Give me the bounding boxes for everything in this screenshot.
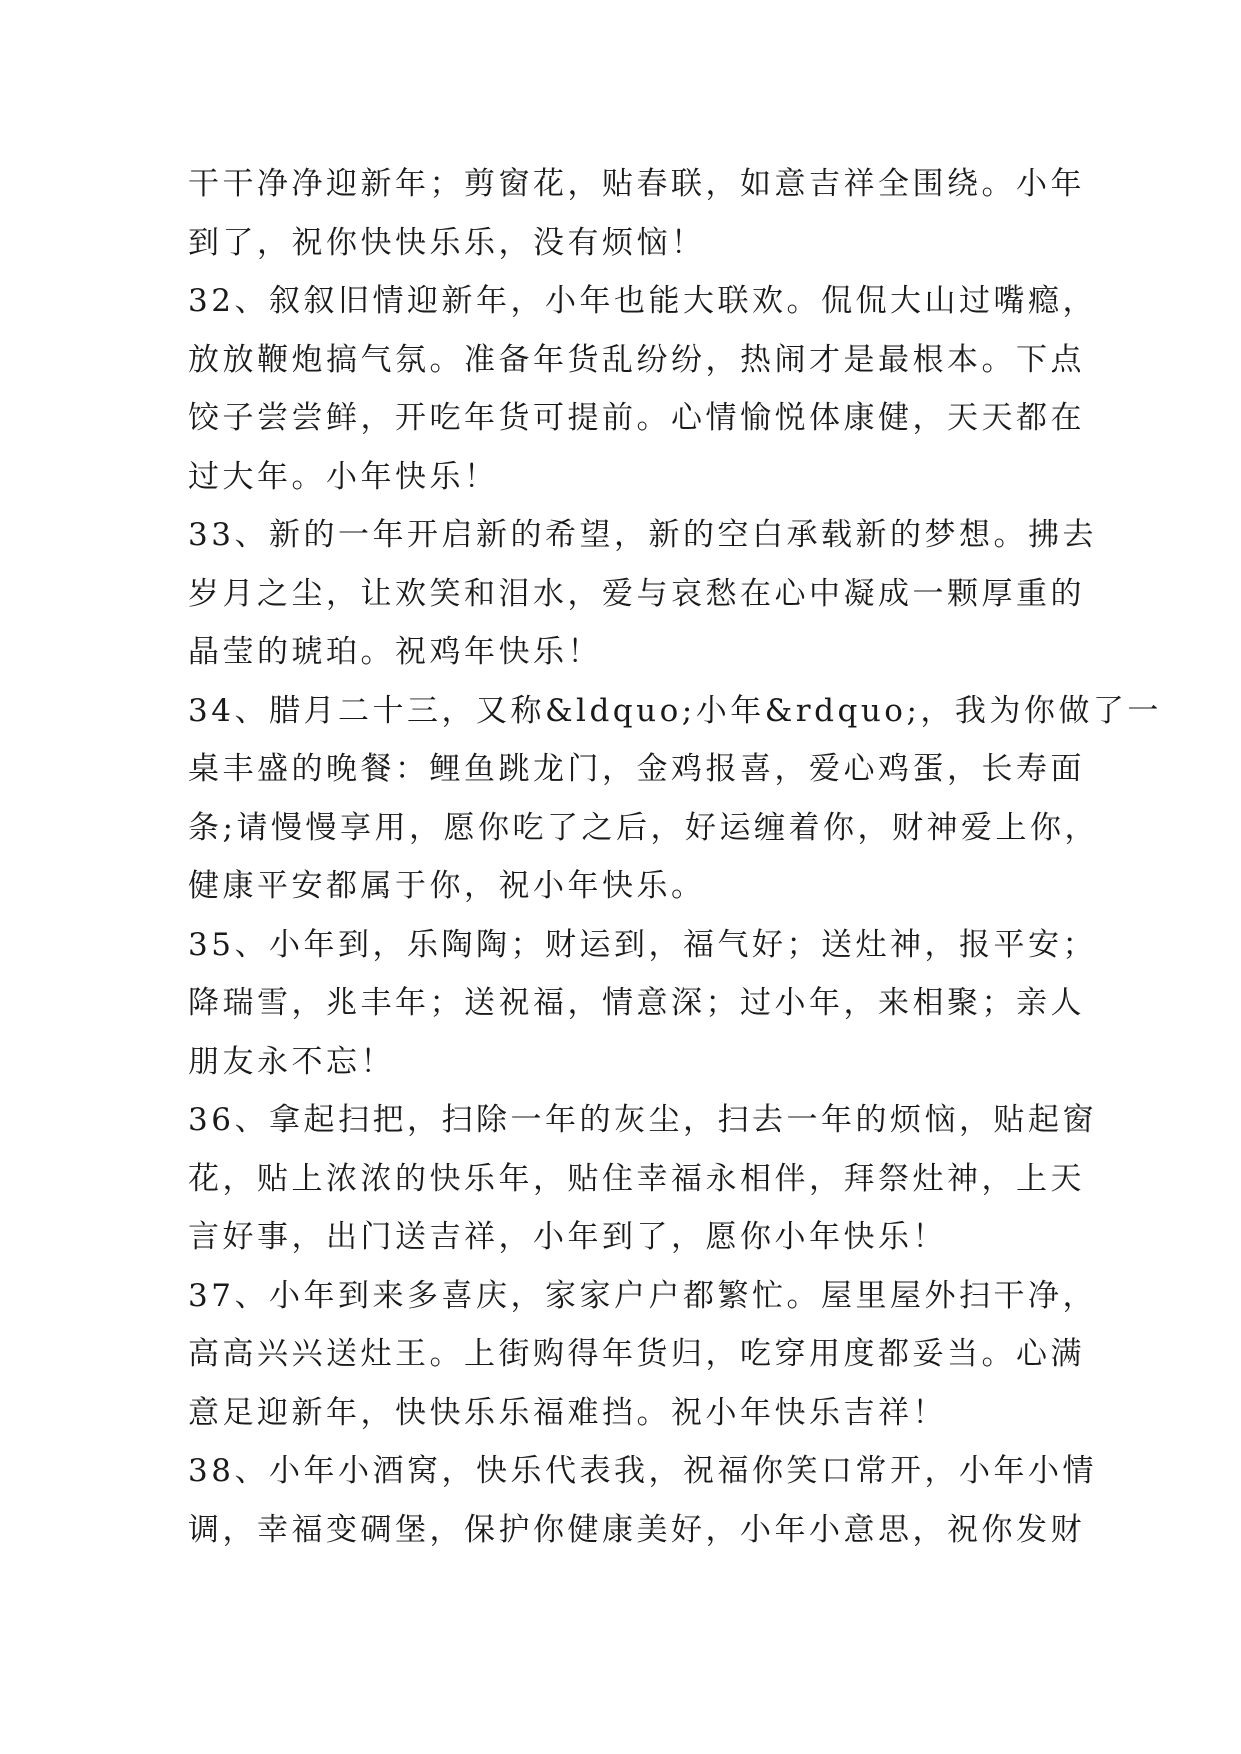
- text-line: 34、腊月二十三，又称&ldquo;小年&rdquo;，我为你做了一: [188, 692, 1162, 729]
- text-line: 高高兴兴送灶王。上街购得年货归，吃穿用度都妥当。心满: [188, 1336, 1085, 1372]
- text-line: 放放鞭炮搞气氛。准备年货乱纷纷，热闹才是最根本。下点: [188, 341, 1085, 378]
- text-line: 饺子尝尝鲜，开吃年货可提前。心情愉悦体康健，天天都在: [188, 400, 1085, 436]
- text-line: 37、小年到来多喜庆，家家户户都繁忙。屋里屋外扫干净，: [188, 1277, 1097, 1314]
- text-line: 调，幸福变碉堡，保护你健康美好，小年小意思，祝你发财: [188, 1511, 1085, 1548]
- text-line: 意足迎新年，快快乐乐福难挡。祝小年快乐吉祥！: [188, 1394, 947, 1431]
- text-line: 38、小年小酒窝，快乐代表我，祝福你笑口常开，小年小情: [188, 1453, 1097, 1489]
- text-line: 健康平安都属于你，祝小年快乐。: [188, 868, 706, 904]
- document-body: [188, 155, 1162, 1559]
- text-line: 花，贴上浓浓的快乐年，贴住幸福永相伴，拜祭灶神，上天: [188, 1160, 1085, 1197]
- text-line: 朋友永不忘！: [188, 1043, 395, 1080]
- paragraph-36: [188, 1091, 1097, 1267]
- text-line: 35、小年到，乐陶陶；财运到，福气好；送灶神，报平安；: [188, 926, 1097, 963]
- text-line: 降瑞雪，兆丰年；送祝福，情意深；过小年，来相聚；亲人: [188, 985, 1085, 1021]
- text-line: 36、拿起扫把，扫除一年的灰尘，扫去一年的烦恼，贴起窗: [188, 1102, 1097, 1138]
- text-line: 干干净净迎新年；剪窗花，贴春联，如意吉祥全围绕。小年: [188, 166, 1085, 202]
- text-line: 条;请慢慢享用，愿你吃了之后，好运缠着你，财神爱上你，: [188, 809, 1099, 846]
- paragraph-37: [188, 1267, 1097, 1443]
- text-line: 32、叙叙旧情迎新年，小年也能大联欢。侃侃大山过嘴瘾，: [188, 283, 1097, 319]
- text-line: 到了，祝你快快乐乐，没有烦恼！: [188, 224, 706, 261]
- text-line: 过大年。小年快乐！: [188, 458, 499, 495]
- paragraph-31-continued: [188, 155, 1085, 272]
- text-line: 晶莹的琥珀。祝鸡年快乐！: [188, 634, 602, 670]
- paragraph-35: [188, 916, 1097, 1092]
- paragraph-32: [188, 272, 1097, 506]
- text-line: 桌丰盛的晚餐：鲤鱼跳龙门，金鸡报喜，爱心鸡蛋，长寿面: [188, 751, 1085, 787]
- paragraph-33: [188, 506, 1097, 682]
- paragraph-38: [188, 1442, 1097, 1559]
- paragraph-34: [188, 682, 1162, 916]
- text-line: 言好事，出门送吉祥，小年到了，愿你小年快乐！: [188, 1219, 947, 1255]
- text-line: 33、新的一年开启新的希望，新的空白承载新的梦想。拂去: [188, 517, 1097, 553]
- text-line: 岁月之尘，让欢笑和泪水，爱与哀愁在心中凝成一颗厚重的: [188, 575, 1085, 612]
